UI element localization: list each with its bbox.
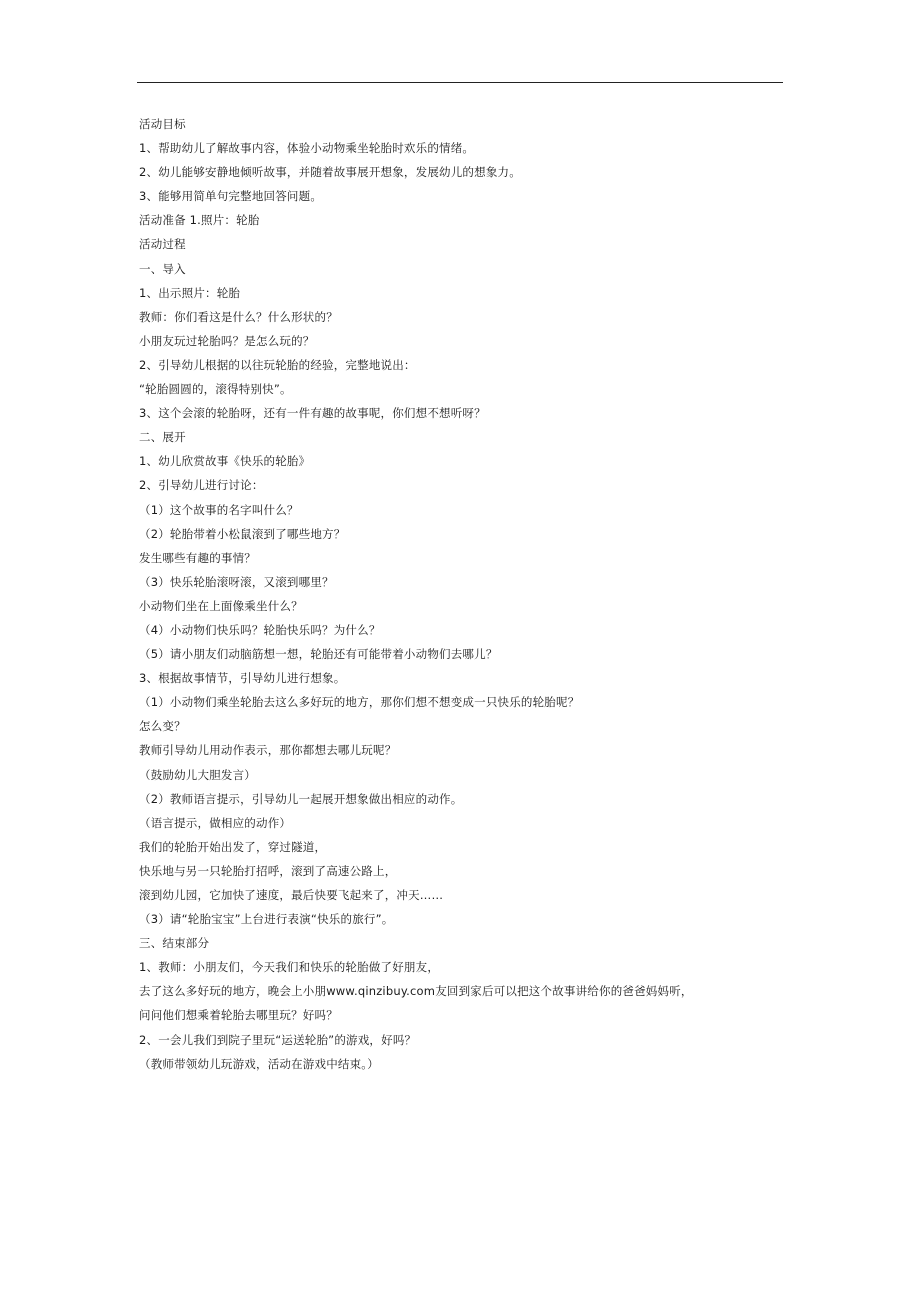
header-rule bbox=[137, 82, 783, 83]
text-line: 三、结束部分 bbox=[139, 936, 210, 951]
text-line: 3、这个会滚的轮胎呀，还有一件有趣的故事呢，你们想不想听呀？ bbox=[139, 406, 486, 421]
text-line: 2、一会儿我们到院子里玩“运送轮胎”的游戏，好吗？ bbox=[139, 1032, 417, 1047]
text-line: 1、帮助幼儿了解故事内容，体验小动物乘坐轮胎时欢乐的情绪。 bbox=[139, 141, 475, 156]
text-line: 小朋友玩过轮胎吗？是怎么玩的？ bbox=[139, 333, 315, 348]
text-line: （4）小动物们快乐吗？轮胎快乐吗？为什么？ bbox=[139, 622, 381, 637]
text-line: 活动过程 bbox=[139, 237, 186, 252]
text-line: 1、教师：小朋友们，今天我们和快乐的轮胎做了好朋友， bbox=[139, 960, 440, 975]
text-line: 3、根据故事情节，引导幼儿进行想象。 bbox=[139, 671, 346, 686]
text-line: （3）快乐轮胎滚呀滚，又滚到哪里？ bbox=[139, 574, 334, 589]
text-line: （2）教师语言提示，引导幼儿一起展开想象做出相应的动作。 bbox=[139, 791, 463, 806]
text-line: 3、能够用简单句完整地回答问题。 bbox=[139, 189, 323, 204]
text-line: （语言提示，做相应的动作） bbox=[139, 815, 292, 830]
text-line: （2）轮胎带着小松鼠滚到了哪些地方？ bbox=[139, 526, 346, 541]
document-body bbox=[139, 112, 799, 1076]
text-line: 1、幼儿欣赏故事《快乐的轮胎》 bbox=[139, 454, 311, 469]
text-line: 一、导入 bbox=[139, 261, 186, 276]
text-line: 活动准备 1.照片：轮胎 bbox=[139, 213, 260, 228]
text-line: 滚到幼儿园，它加快了速度，最后快要飞起来了，冲天…… bbox=[139, 888, 444, 902]
text-line: 问问他们想乘着轮胎去哪里玩？好吗？ bbox=[139, 1008, 338, 1023]
text-line: 教师引导幼儿用动作表示，那你都想去哪儿玩呢？ bbox=[139, 743, 397, 758]
text-line: 怎么变？ bbox=[139, 719, 186, 734]
text-line: 活动目标 bbox=[139, 117, 186, 131]
text-line: 发生哪些有趣的事情？ bbox=[139, 550, 256, 565]
text-line: 2、引导幼儿根据的以往玩轮胎的经验，完整地说出： bbox=[139, 357, 416, 372]
text-line: （1）小动物们乘坐轮胎去这么多好玩的地方，那你们想不想变成一只快乐的轮胎呢？ bbox=[139, 695, 580, 710]
text-line: （教师带领幼儿玩游戏，活动在游戏中结束。） bbox=[139, 1056, 379, 1071]
text-line: 2、幼儿能够安静地倾听故事，并随着故事展开想象，发展幼儿的想象力。 bbox=[139, 165, 521, 180]
text-line: 去了这么多好玩的地方，晚会上小朋www.qinzibuy.com友回到家后可以把这个故事讲给你的爸爸妈妈听， bbox=[139, 984, 693, 999]
text-line: “轮胎圆圆的，滚得特别快”。 bbox=[139, 382, 292, 397]
text-line: 教师：你们看这是什么？什么形状的？ bbox=[139, 309, 338, 324]
text-line: （5）请小朋友们动脑筋想一想，轮胎还有可能带着小动物们去哪儿？ bbox=[139, 647, 498, 662]
text-line: 2、引导幼儿进行讨论： bbox=[139, 478, 264, 493]
text-line: 1、出示照片：轮胎 bbox=[139, 285, 241, 300]
text-line: 我们的轮胎开始出发了，穿过隧道， bbox=[139, 839, 327, 854]
text-line: （1）这个故事的名字叫什么？ bbox=[139, 502, 299, 517]
text-line: 小动物们坐在上面像乘坐什么？ bbox=[139, 598, 303, 613]
text-line: （鼓励幼儿大胆发言） bbox=[139, 767, 256, 782]
text-line: （3）请“轮胎宝宝”上台进行表演“快乐的旅行”。 bbox=[139, 912, 394, 927]
text-line: 二、展开 bbox=[139, 430, 186, 445]
text-line: 快乐地与另一只轮胎打招呼，滚到了高速公路上， bbox=[139, 863, 397, 878]
